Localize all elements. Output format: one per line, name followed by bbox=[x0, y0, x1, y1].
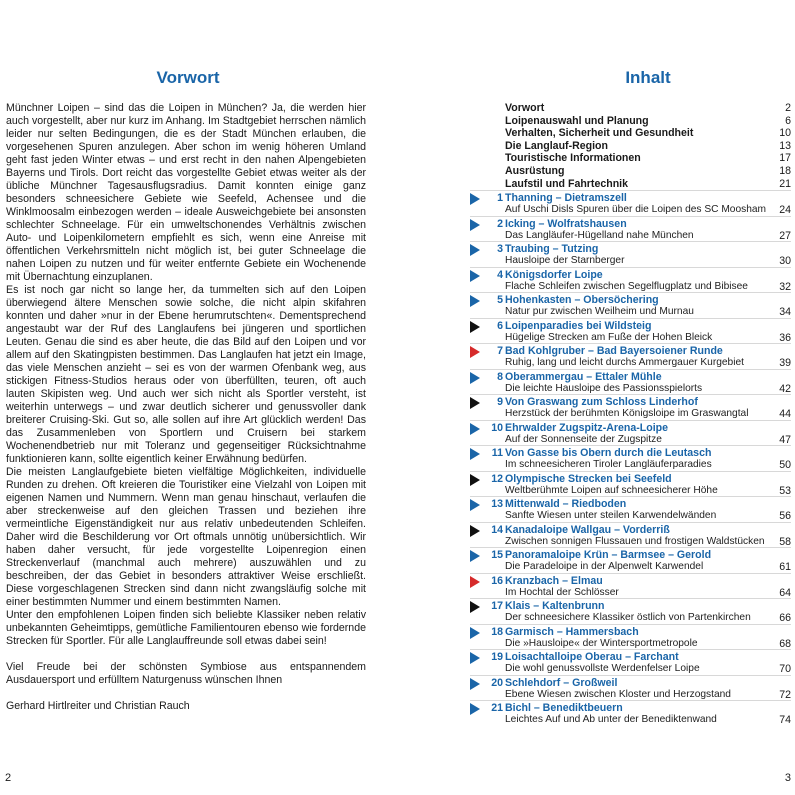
tour-page-number: 68 bbox=[779, 637, 791, 650]
toc-tour-entry[interactable] bbox=[470, 190, 791, 216]
tour-title: Bad Kohlgruber – Bad Bayersoiener Runde bbox=[505, 345, 723, 357]
tour-page-number: 27 bbox=[779, 229, 791, 242]
tour-subtitle: Leichtes Auf und Ab unter der Benediktenwand bbox=[505, 714, 717, 725]
triangle-arrow-icon bbox=[470, 346, 480, 358]
tour-number: 11 bbox=[491, 447, 503, 459]
tour-page-number: 42 bbox=[779, 382, 791, 395]
toc-section-page: 6 bbox=[785, 114, 791, 127]
tour-number: 10 bbox=[491, 421, 503, 434]
tour-title: Klais – Kaltenbrunn bbox=[505, 600, 605, 612]
toc-section-page: 10 bbox=[779, 127, 791, 140]
tour-number: 21 bbox=[491, 702, 503, 714]
toc-tour-entry[interactable] bbox=[470, 216, 791, 242]
tour-title: Panoramaloipe Krün – Barmsee – Gerold bbox=[505, 549, 712, 561]
triangle-arrow-icon bbox=[470, 627, 480, 639]
tour-number: 3 bbox=[497, 243, 503, 255]
tour-number: 15 bbox=[491, 549, 503, 561]
tour-number: 19 bbox=[491, 651, 503, 663]
toc-section-row[interactable] bbox=[505, 140, 791, 153]
tour-subtitle: Weltberühmte Loipen auf schneesicherer Höhe bbox=[505, 484, 718, 496]
triangle-arrow-icon bbox=[470, 321, 480, 333]
triangle-arrow-icon bbox=[470, 525, 480, 537]
tour-title: Von Graswang zum Schloss Linderhof bbox=[505, 396, 698, 408]
tour-number: 13 bbox=[491, 498, 503, 510]
tour-number: 9 bbox=[497, 396, 503, 408]
tour-subtitle: Die wohl genussvollste Werdenfelser Loipe bbox=[505, 663, 700, 674]
tour-page-number: 64 bbox=[779, 586, 791, 599]
triangle-arrow-icon bbox=[470, 423, 480, 435]
foreword-paragraph: Es ist noch gar nicht so lange her, da tummelten sich auf den Loipen überwiegend ältere Menschen sowie solche, die nicht alpin skifahren konnten und daher »nur in der Ebene herumrutschten«. Dementsprechend angestaubt war der Ruf des Langlaufens bei jüngeren und sportlichen Leuten. Genau die sind es aber heute, die das Bild auf den Loipen und vor allem auf den Skatingpisten bestimmen. Das Langlaufen hat jetzt ein Image, das viele Menschen anzieht – sei es von der warmen Ofenbank weg, aus stickigen Fitness-Studios heraus oder von überfüllten, teuren, oft auch lauten Skipisten weg. Und auch wer sich nicht als Sportler versteht, ist weiterhin unterwegs – und zwar deutlich sicherer und genussvoller dank breiterer Cruising-Ski. Gut so, alle sollen auf ihre Art glücklich werden! Das das Zusammenleben von Sportlern und Cruisern bei starkem Wochenendbetrieb nur mit Toleranz und gegenseitiger Rücksichtnahme funktionieren kann, sollte eigentlich keiner Erwähnung bedürfen. bbox=[6, 284, 366, 465]
tour-subtitle: Hügelige Strecken am Fuße der Hohen Bleick bbox=[505, 331, 713, 343]
tour-subtitle: Im schneesicheren Tiroler Langläuferparadies bbox=[505, 459, 712, 470]
tour-subtitle: Sanfte Wiesen unter steilen Karwendelwänden bbox=[505, 510, 717, 521]
tour-title: Kranzbach – Elmau bbox=[505, 574, 603, 587]
toc-tour-entry[interactable] bbox=[470, 394, 791, 420]
toc-tour-entry[interactable] bbox=[470, 547, 791, 573]
tour-page-number: 70 bbox=[779, 663, 791, 675]
triangle-arrow-icon bbox=[470, 372, 480, 384]
tour-title: Thanning – Dietramszell bbox=[505, 192, 627, 204]
toc-tour-list bbox=[470, 190, 791, 726]
toc-tour-entry[interactable] bbox=[470, 369, 791, 395]
toc-tour-entry[interactable] bbox=[470, 343, 791, 369]
page-heading-inhalt: Inhalt bbox=[625, 68, 671, 87]
toc-tour-entry[interactable] bbox=[470, 598, 791, 624]
tour-subtitle: Das Langläufer-Hügelland nahe München bbox=[505, 229, 694, 241]
tour-subtitle: Auf der Sonnenseite der Zugspitze bbox=[505, 433, 662, 445]
tour-title: Hohenkasten – Obersöchering bbox=[505, 294, 659, 306]
tour-number: 6 bbox=[497, 319, 503, 332]
tour-title: Traubing – Tutzing bbox=[505, 243, 599, 255]
tour-title: Von Gasse bis Obern durch die Leutasch bbox=[505, 447, 712, 459]
tour-number: 12 bbox=[491, 472, 503, 485]
tour-subtitle: Die leichte Hausloipe des Passionsspielorts bbox=[505, 382, 703, 394]
toc-tour-entry[interactable] bbox=[470, 649, 791, 675]
triangle-arrow-icon bbox=[470, 193, 480, 205]
toc-section-title: Loipenauswahl und Planung bbox=[505, 114, 649, 127]
toc-section-page: 2 bbox=[785, 102, 791, 114]
foreword-text bbox=[6, 102, 366, 713]
toc-tour-entry[interactable] bbox=[470, 420, 791, 446]
tour-number: 17 bbox=[491, 600, 503, 612]
tour-title: Loisachtalloipe Oberau – Farchant bbox=[505, 651, 679, 663]
right-page bbox=[398, 0, 795, 795]
tour-title: Bichl – Benediktbeuern bbox=[505, 702, 623, 714]
tour-page-number: 53 bbox=[779, 484, 791, 497]
tour-title: Mittenwald – Riedboden bbox=[505, 498, 627, 510]
triangle-arrow-icon bbox=[470, 448, 480, 460]
toc-section-title: Touristische Informationen bbox=[505, 152, 641, 165]
toc-tour-entry[interactable] bbox=[470, 318, 791, 344]
foreword-paragraph: Münchner Loipen – sind das die Loipen in München? Ja, die werden hier auch vorgestellt, aber nur kurz im Anhang. Im Stadtgebiet herrschen nämlich leider nur selten Bedingungen, die es der Stadt München erlauben, die vorgesehenen Spuren anzulegen. Aber schon im wenig höheren Umland geht fast jeden Winter etwas – und erst recht in den nahen Alpengebieten Bayerns und Tirols. Dort reicht das vorgestellte Gebiet etwas weiter als der übliche Münchner Tagesausflugsradius. Damit konnten einige ganz besonders schneesichere Gebiete wie Seefeld, Achensee und die Winklmoosalm einbezogen werden – ideale Ausweichgebiete bei ansonsten schlechter Schneelage. Für ein umweltschonendes Verhältnis zwischen Auto- und Loipenkilometern empfiehlt es sich, wenn eine Anreise mit öffentlichen Verkehrsmitteln nicht möglich ist, bei guter Schneelage die nahen Loipen zu nutzen und für weiter entfernte Gebiete ein Wochenende mit Übernachtung einzuplanen. bbox=[6, 102, 366, 283]
toc-section-title: Die Langlauf-Region bbox=[505, 139, 608, 152]
tour-page-number: 36 bbox=[779, 331, 791, 344]
toc-tour-entry[interactable] bbox=[470, 624, 791, 650]
page-number: 2 bbox=[5, 772, 12, 784]
tour-subtitle: Auf Uschi Disls Spuren über die Loipen des SC Moosham bbox=[505, 204, 767, 215]
foreword-signature: Gerhard Hirtlreiter und Christian Rauch bbox=[6, 700, 190, 712]
toc-section-row[interactable] bbox=[505, 127, 791, 140]
tour-title: Ehrwalder Zugspitz-Arena-Loipe bbox=[505, 421, 669, 434]
page-number: 3 bbox=[784, 772, 791, 784]
tour-number: 5 bbox=[497, 294, 503, 306]
toc-section-page: 18 bbox=[779, 164, 791, 177]
tour-page-number: 72 bbox=[779, 688, 791, 701]
tour-subtitle: Im Hochtal der Schlösser bbox=[505, 586, 619, 598]
triangle-arrow-icon bbox=[470, 601, 480, 613]
tour-title: Icking – Wolfratshausen bbox=[505, 217, 627, 230]
tour-subtitle: Natur pur zwischen Weilheim und Murnau bbox=[505, 306, 694, 317]
tour-title: Olympische Strecken bei Seefeld bbox=[505, 472, 672, 485]
tour-number: 4 bbox=[497, 268, 503, 281]
left-page bbox=[0, 0, 397, 795]
toc-tour-entry[interactable] bbox=[470, 522, 791, 548]
tour-subtitle: Die Paradeloipe in der Alpenwelt Karwendel bbox=[505, 561, 704, 572]
tour-page-number: 56 bbox=[779, 510, 791, 522]
tour-page-number: 47 bbox=[779, 433, 791, 446]
tour-page-number: 74 bbox=[779, 714, 791, 726]
tour-subtitle: Ebene Wiesen zwischen Kloster und Herzogstand bbox=[505, 688, 731, 700]
tour-subtitle: Zwischen sonnigen Flussauen und frostigen Waldstücken bbox=[505, 535, 765, 547]
toc-tour-entry[interactable] bbox=[470, 471, 791, 497]
triangle-arrow-icon bbox=[470, 499, 480, 511]
triangle-arrow-icon bbox=[470, 550, 480, 562]
triangle-arrow-icon bbox=[470, 244, 480, 256]
tour-number: 20 bbox=[491, 676, 503, 689]
tour-number: 1 bbox=[497, 192, 503, 204]
triangle-arrow-icon bbox=[470, 295, 480, 307]
toc-section-page: 21 bbox=[779, 177, 791, 190]
tour-page-number: 50 bbox=[779, 459, 791, 471]
triangle-arrow-icon bbox=[470, 474, 480, 486]
triangle-arrow-icon bbox=[470, 576, 480, 588]
toc-tour-entry[interactable] bbox=[470, 267, 791, 293]
toc-sections bbox=[505, 102, 791, 190]
toc-tour-entry[interactable] bbox=[470, 292, 791, 318]
triangle-arrow-icon bbox=[470, 219, 480, 231]
toc-section-title: Ausrüstung bbox=[505, 164, 565, 177]
toc-section-page: 17 bbox=[779, 152, 791, 165]
triangle-arrow-icon bbox=[470, 678, 480, 690]
tour-number: 16 bbox=[491, 574, 503, 587]
foreword-closing: Viel Freude bei der schönsten Symbiose aus entspannendem Ausdauersport und erfülltem Naturgenuss wünschen Ihnen bbox=[6, 661, 366, 686]
toc-tour-entry[interactable] bbox=[470, 445, 791, 471]
toc-tour-entry[interactable] bbox=[470, 496, 791, 522]
toc-tour-entry[interactable] bbox=[470, 675, 791, 701]
tour-number: 2 bbox=[497, 217, 503, 230]
tour-page-number: 61 bbox=[779, 561, 791, 573]
tour-title: Garmisch – Hammersbach bbox=[505, 625, 639, 638]
triangle-arrow-icon bbox=[470, 652, 480, 664]
tour-subtitle: Herzstück der berühmten Königsloipe im Graswangtal bbox=[505, 408, 749, 419]
tour-page-number: 30 bbox=[779, 255, 791, 267]
triangle-arrow-icon bbox=[470, 703, 480, 715]
toc-section-row[interactable] bbox=[505, 165, 791, 178]
toc-section-title: Vorwort bbox=[505, 102, 545, 114]
tour-number: 14 bbox=[491, 523, 503, 536]
tour-subtitle: Die »Hausloipe« der Wintersportmetropole bbox=[505, 637, 698, 649]
toc-section-row[interactable] bbox=[505, 115, 791, 128]
tour-page-number: 24 bbox=[779, 204, 791, 216]
tour-page-number: 44 bbox=[779, 408, 791, 420]
tour-subtitle: Flache Schleifen zwischen Segelflugplatz und Bibisee bbox=[505, 280, 748, 292]
tour-page-number: 58 bbox=[779, 535, 791, 548]
toc-section-title: Laufstil und Fahrtechnik bbox=[505, 177, 629, 190]
tour-number: 8 bbox=[497, 370, 503, 383]
page-heading-vorwort: Vorwort bbox=[156, 68, 220, 87]
tour-title: Königsdorfer Loipe bbox=[505, 268, 603, 281]
tour-title: Oberammergau – Ettaler Mühle bbox=[505, 370, 662, 383]
tour-page-number: 34 bbox=[779, 306, 791, 318]
triangle-arrow-icon bbox=[470, 270, 480, 282]
toc-section-page: 13 bbox=[779, 139, 791, 152]
tour-subtitle: Hausloipe der Starnberger bbox=[505, 255, 625, 266]
toc-section-row[interactable] bbox=[505, 152, 791, 165]
tour-subtitle: Ruhig, lang und leicht durchs Ammergauer Kurgebiet bbox=[505, 357, 744, 368]
toc-section-row[interactable] bbox=[505, 102, 791, 115]
foreword-paragraph: Die meisten Langlaufgebiete bieten vielfältige Möglichkeiten, individuelle Runden zu drehen. Oft kreieren die Touristiker eine Vielzahl von Loipen mit eigenen Namen und Nummern. Wenn man genau hinschaut, verlaufen die aber streckenweise auf den gleichen Trassen und beziehen ihre vermeintliche Eigenständigkeit nur aus relativ unbedeutenden Schleifen. Daher wird die Beschilderung vor Ort oftmals unnötig unübersichtlich. Wir haben daher versucht, für jede vorgestellte Loipenregion einen Streckenverlauf (manchmal auch mehrere) auszuwählen und zu beschreiben, der das Gebiet in besonders attraktiver Weise erschließt. Diese vorgeschlagenen Strecken sind dann nicht zwangsläufig solche mit einer bestimmten Nummer und einem bestimmten Namen. bbox=[6, 466, 366, 608]
tour-number: 7 bbox=[497, 345, 503, 357]
tour-page-number: 39 bbox=[779, 357, 791, 369]
tour-title: Schlehdorf – Großweil bbox=[505, 676, 618, 689]
tour-title: Kanadaloipe Wallgau – Vorderriß bbox=[505, 523, 670, 536]
foreword-paragraph: Unter den empfohlenen Loipen finden sich beliebte Klassiker neben relativ unbekannten Geheimtipps, gemütliche Familientouren ebenso wie fordernde Strecken für Sportler. Für alle Langlauffreunde soll etwas dabei sein! bbox=[6, 609, 366, 647]
toc-section-title: Verhalten, Sicherheit und Gesundheit bbox=[505, 127, 694, 140]
toc-section-row[interactable] bbox=[505, 178, 791, 191]
toc-tour-entry[interactable] bbox=[470, 700, 791, 726]
tour-subtitle: Der schneesichere Klassiker östlich von Partenkirchen bbox=[505, 612, 751, 623]
tour-title: Loipenparadies bei Wildsteig bbox=[505, 319, 652, 332]
tour-page-number: 32 bbox=[779, 280, 791, 293]
triangle-arrow-icon bbox=[470, 397, 480, 409]
toc-tour-entry[interactable] bbox=[470, 573, 791, 599]
toc-tour-entry[interactable] bbox=[470, 241, 791, 267]
tour-number: 18 bbox=[491, 625, 503, 638]
tour-page-number: 66 bbox=[779, 612, 791, 624]
